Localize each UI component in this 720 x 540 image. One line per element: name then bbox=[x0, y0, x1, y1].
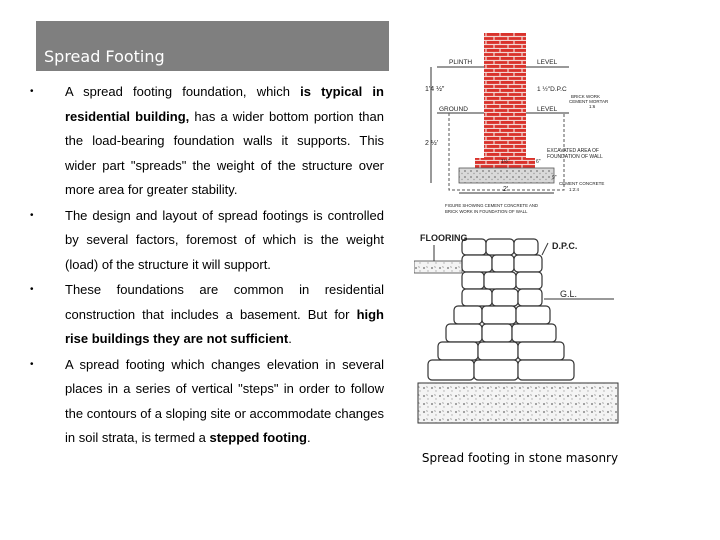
concrete-footing bbox=[418, 383, 618, 423]
stone-masonry-svg bbox=[414, 225, 621, 445]
bullet-text-bold: high rise buildings they are not sufficient bbox=[65, 306, 384, 346]
label-cement-concrete: CEMENT CONCRETE bbox=[559, 181, 605, 186]
bullet-item bbox=[30, 278, 384, 352]
label-level-top: LEVEL bbox=[537, 59, 558, 66]
stone-masonry-diagram bbox=[414, 225, 621, 445]
label-dim-width: 2' bbox=[503, 186, 509, 193]
stone-courses bbox=[428, 239, 574, 380]
brick-footing-diagram bbox=[409, 25, 624, 223]
label-fig-caption-1: FIGURE SHOWING CEMENT CONCRETE AND bbox=[445, 203, 539, 208]
bullet-text: . bbox=[307, 430, 311, 445]
label-excavated-1: EXCAVATED AREA OF bbox=[547, 148, 599, 154]
label-level-ground: LEVEL bbox=[537, 106, 558, 113]
bullet-text: These foundations are common in residential construction that includes a basement. But for bbox=[65, 282, 384, 322]
bullet-text: A spread footing which changes elevation in several places in a series of vertical "steps" in order to follow the contours of a sloping site or accommodate changes in soil strata, is termed a bbox=[65, 356, 384, 445]
label-dpc: 1 ½"D.P.C bbox=[537, 86, 567, 93]
bullet-item bbox=[30, 80, 384, 203]
label-fig-caption-2: BRICK WORK IN FOUNDATION OF WALL bbox=[445, 209, 528, 214]
label-offset-left: 1½" bbox=[501, 159, 510, 165]
bullet-marker: • bbox=[30, 284, 34, 295]
label-gl: G.L. bbox=[560, 289, 578, 299]
figure-caption: Spread footing in stone masonry bbox=[421, 451, 619, 465]
label-dpc: D.P.C. bbox=[552, 241, 578, 251]
brick-footing-svg bbox=[409, 25, 624, 223]
label-excavated-2: FOUNDATION OF WALL bbox=[547, 154, 603, 160]
bullet-text-bold: is typical in residential building, bbox=[65, 84, 384, 124]
slide-title: Spread Footing bbox=[44, 47, 165, 66]
label-ratio-1: 1:6 bbox=[589, 104, 596, 109]
flooring-slab bbox=[414, 261, 462, 273]
label-dim-depth: 2 ½' bbox=[425, 140, 439, 147]
label-brick-work: BRICK WORK bbox=[571, 94, 601, 99]
label-ratio-2: 1:2:4 bbox=[569, 187, 580, 192]
label-flooring: FLOORING bbox=[420, 233, 468, 243]
bullet-list bbox=[30, 80, 384, 452]
bullet-text: The design and layout of spread footings is controlled by several factors, foremost of which is the weight (load) of the structure it will support. bbox=[65, 207, 384, 272]
bullet-marker: • bbox=[30, 86, 34, 97]
brick-wall bbox=[484, 33, 526, 158]
bullet-item bbox=[30, 353, 384, 451]
bullet-text: . bbox=[288, 331, 292, 346]
bullet-item bbox=[30, 204, 384, 278]
bullet-text: has a wider bottom portion than the load-bearing foundation walls it supports. This wider part "spreads" the weight of the structure over more area for greater stability. bbox=[65, 108, 384, 197]
label-ground: GROUND bbox=[439, 106, 468, 113]
label-dim-height: 1'4 ½" bbox=[425, 86, 445, 93]
label-offset-right: 6" bbox=[536, 159, 541, 165]
leader-dpc bbox=[542, 243, 548, 255]
concrete-bed bbox=[459, 168, 554, 183]
bullet-marker: • bbox=[30, 209, 34, 221]
bullet-text-bold: stepped footing bbox=[209, 430, 307, 445]
label-plinth: PLINTH bbox=[449, 59, 473, 66]
label-dim-9: 9" bbox=[552, 175, 557, 181]
label-cement-mortar: CEMENT MORTAR bbox=[569, 99, 609, 104]
bullet-text: A spread footing foundation, which bbox=[65, 84, 301, 99]
bullet-marker: • bbox=[30, 358, 34, 370]
